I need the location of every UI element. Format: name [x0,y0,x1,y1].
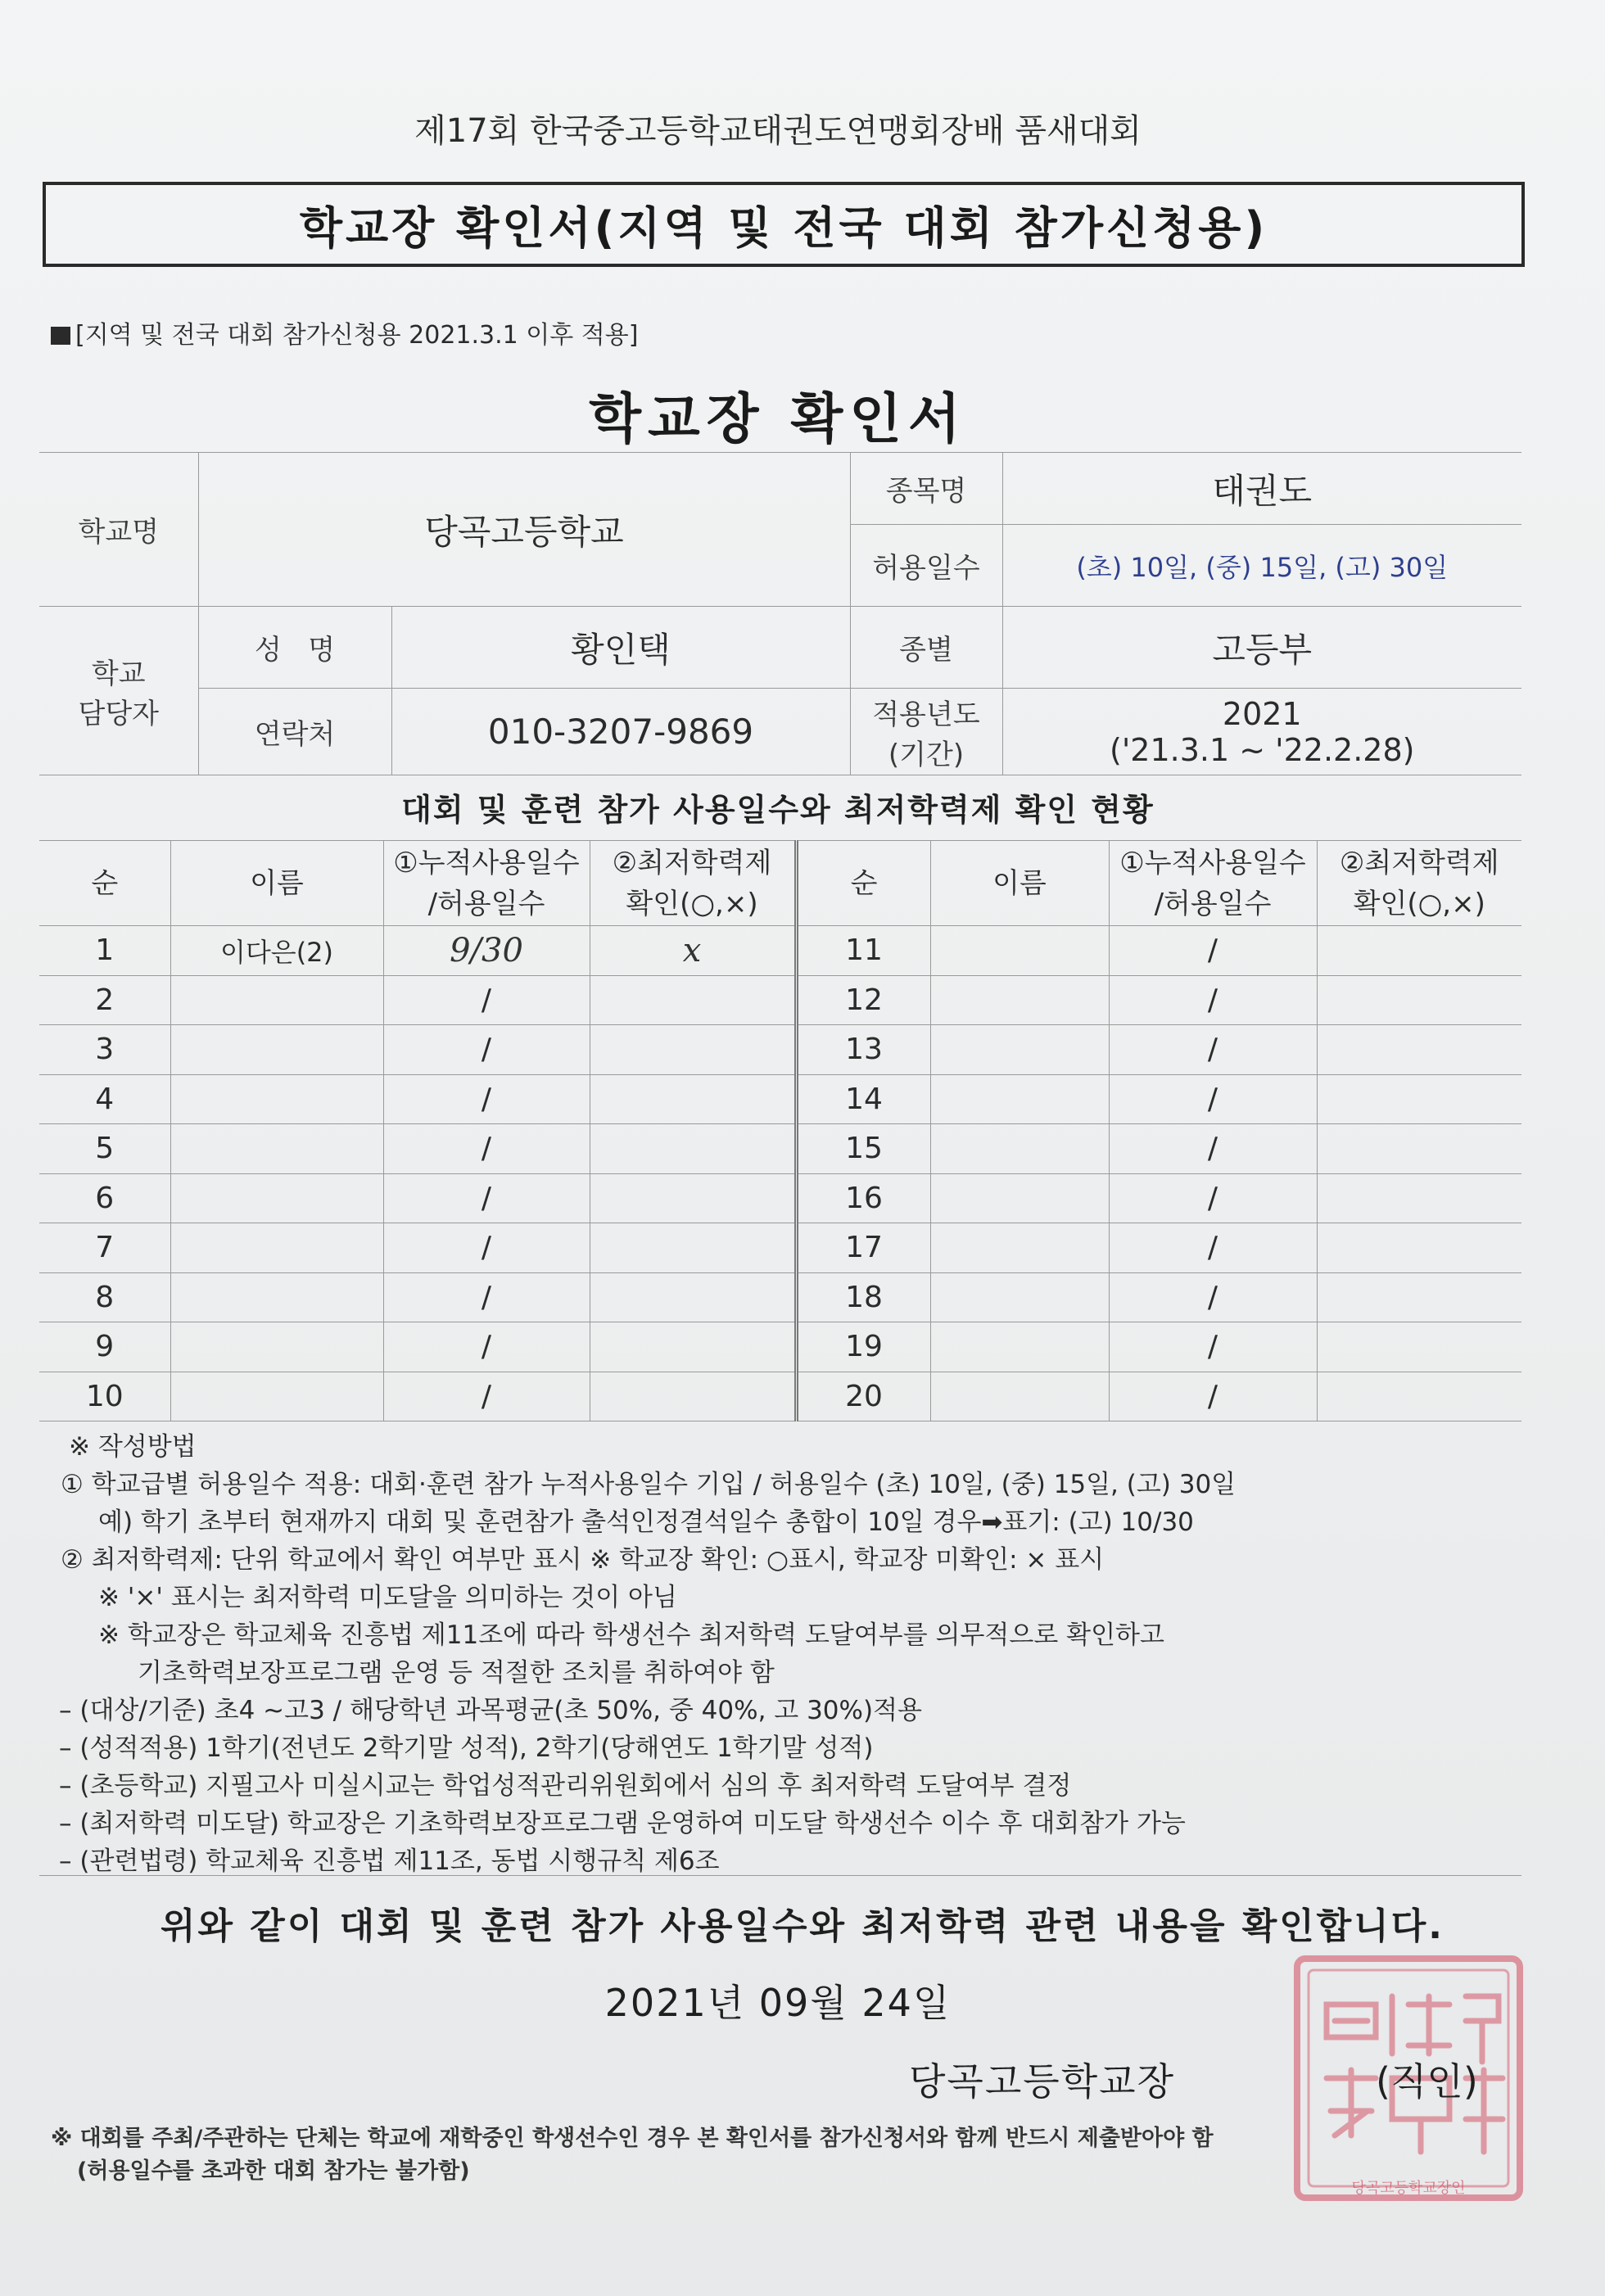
row-days: / [383,1223,590,1273]
row-number: 2 [39,975,170,1025]
name-value: 황인택 [391,607,850,689]
notice-line [51,314,638,350]
row-name [930,1322,1109,1372]
notice-text: [지역 및 전국 대회 참가신청용 2021.3.1 이후 적용] [75,321,639,350]
row-days: / [383,1074,590,1124]
col-days-line2-right: /허용일수 [1154,887,1272,920]
footer-line-1: ※ 대회를 주최/주관하는 단체는 학교에 재학중인 학생선수인 경우 본 확인서를 참가신청서와 함께 반드시 제출받아야 함 [51,2126,1214,2151]
row-number: 3 [39,1025,170,1075]
row-check: x [590,926,796,976]
division-value: 고등부 [1002,607,1521,689]
issue-date: 2021년 09월 24일 [604,1981,952,2025]
row-check [1317,1124,1521,1174]
row-number: 1 [39,926,170,976]
row-days: / [1109,1372,1317,1421]
confirm-statement: 위와 같이 대회 및 훈련 참가 사용일수와 최저학력 관련 내용을 확인합니다. [160,1905,1444,1947]
row-days: / [1109,975,1317,1025]
manager-label-line2: 담당자 [78,697,160,730]
row-name [930,1025,1109,1075]
row-check [590,1074,796,1124]
row-check [590,1025,796,1075]
school-label: 학교명 [39,453,198,607]
row-days: / [1109,1025,1317,1075]
row-name [930,926,1109,976]
row-number: 11 [796,926,930,976]
method-line: 기초학력보장프로그램 운영 등 적절한 조치를 취하여야 함 [138,1658,775,1688]
row-number: 18 [796,1272,930,1322]
contact-label: 연락처 [198,689,391,775]
row-check [590,1272,796,1322]
row-days: / [383,1173,590,1223]
year-value [1002,689,1521,775]
col-name-header-right: 이름 [930,841,1109,926]
row-number: 15 [796,1124,930,1174]
row-name [930,975,1109,1025]
method-line: 예) 학기 초부터 현재까지 대회 및 훈련참가 출석인정결석일수 총합이 10일 경우➡표기: (고) 10/30 [98,1507,1194,1537]
row-days: / [383,1124,590,1174]
manager-label-line1: 학교 [91,657,146,690]
row-number: 17 [796,1223,930,1273]
row-name [170,1124,383,1174]
row-days: / [1109,1223,1317,1273]
method-section [49,1428,1539,1880]
row-name [930,1074,1109,1124]
row-name [170,975,383,1025]
row-number: 5 [39,1124,170,1174]
row-check [1317,1372,1521,1421]
col-check-line1: ②최저학력제 [612,846,772,879]
year-value-line2: ('21.3.1 ~ '22.2.28) [1110,731,1415,768]
table-row [39,1372,1521,1421]
method-line: – (초등학교) 지필고사 미실시교는 학업성적관리위원회에서 심의 후 최저학력 도달여부 결정 [59,1771,1072,1801]
row-days: / [383,1372,590,1421]
principal-name: 당곡고등학교장 [909,2059,1176,2104]
method-line: – (대상/기준) 초4 ~고3 / 해당학년 과목평균(초 50%, 중 40%, 고 30%)적용 [59,1696,922,1725]
manager-label [39,607,198,775]
method-line: ② 최저학력제: 단위 학교에서 확인 여부만 표시 ※ 학교장 확인: ○표시, 학교장 미확인: × 표시 [61,1545,1105,1575]
event-value: 태권도 [1002,453,1521,525]
row-check [1317,1173,1521,1223]
table-row [39,926,1521,976]
event-title: 제17회 한국중고등학교태권도연맹회장배 품새대회 [414,112,1142,150]
col-name-header: 이름 [170,841,383,926]
row-check [1317,1074,1521,1124]
col-check-header-right [1317,841,1521,926]
col-no-header: 순 [39,841,170,926]
row-name [930,1173,1109,1223]
row-check [590,1173,796,1223]
row-check [590,1223,796,1273]
row-name [930,1223,1109,1273]
school-value: 당곡고등학교 [198,453,850,607]
section-title: 대회 및 훈련 참가 사용일수와 최저학력제 확인 현황 [401,792,1155,828]
boxed-title: 학교장 확인서(지역 및 전국 대회 참가신청용) [43,182,1525,267]
row-name [930,1372,1109,1421]
row-days: / [1109,1272,1317,1322]
square-bullet-icon [51,327,70,345]
method-line: – (최저학력 미도달) 학교장은 기초학력보장프로그램 운영하여 미도달 학생선수 이수 후 대회참가 가능 [59,1809,1186,1838]
row-name [170,1372,383,1421]
table-row [39,1124,1521,1174]
days-value: (초) 10일, (중) 15일, (고) 30일 [1002,525,1521,607]
row-check [1317,1223,1521,1273]
name-label: 성 명 [198,607,391,689]
year-label-line2: (기간) [888,738,965,771]
row-name [170,1074,383,1124]
col-days-header [383,841,590,926]
table-row [39,1025,1521,1075]
row-number: 9 [39,1322,170,1372]
row-days: / [383,1025,590,1075]
seal-text: 당곡고등학교장인 [1351,2180,1466,2197]
table-row [39,1322,1521,1372]
row-days: / [1109,1173,1317,1223]
year-value-line1: 2021 [1222,695,1302,732]
row-number: 13 [796,1025,930,1075]
days-label: 허용일수 [850,525,1002,607]
method-line: – (관련법령) 학교체육 진흥법 제11조, 동법 시행규칙 제6조 [59,1846,720,1876]
row-name [170,1272,383,1322]
col-check-line2: 확인(○,×) [626,887,758,920]
contact-value: 010-3207-9869 [391,689,850,775]
col-check-header [590,841,796,926]
footer-line-2: (허용일수를 초과한 대회 참가는 불가함) [77,2158,470,2184]
table-row [39,1272,1521,1322]
event-label: 종목명 [850,453,1002,525]
divider [39,1875,1521,1876]
col-days-line2: /허용일수 [427,887,545,920]
col-check-line1-right: ②최저학력제 [1339,846,1499,879]
table-row [39,975,1521,1025]
row-number: 6 [39,1173,170,1223]
row-days: / [1109,1124,1317,1174]
footer-note [51,2122,1541,2188]
main-title: 학교장 확인서 [589,387,967,450]
info-table [39,452,1521,775]
row-days: / [1109,1074,1317,1124]
usage-table [39,840,1521,1421]
usage-table-body [39,926,1521,1421]
row-check [590,1322,796,1372]
row-number: 4 [39,1074,170,1124]
row-days: / [383,1322,590,1372]
method-line: ① 학교급별 허용일수 적용: 대회·훈련 참가 누적사용일수 기입 / 허용일수 (초) 10일, (중) 15일, (고) 30일 [61,1470,1237,1499]
row-days: / [383,1272,590,1322]
method-line: ※ 학교장은 학교체육 진흥법 제11조에 따라 학생선수 최저학력 도달여부를 의무적으로 확인하고 [98,1620,1164,1650]
row-number: 20 [796,1372,930,1421]
year-label [850,689,1002,775]
method-line: ※ '×' 표시는 최저학력 미도달을 의미하는 것이 아님 [98,1583,677,1612]
table-row [39,1173,1521,1223]
row-check [1317,975,1521,1025]
method-title: ※ 작성방법 [69,1432,197,1462]
row-check [1317,1322,1521,1372]
row-number: 19 [796,1322,930,1372]
row-check [590,975,796,1025]
col-days-line1-right: ①누적사용일수 [1119,846,1306,879]
row-name [170,1173,383,1223]
row-days: / [1109,926,1317,976]
method-line: – (성적적용) 1학기(전년도 2학기말 성적), 2학기(당해연도 1학기말 성적) [59,1733,874,1763]
division-label: 종별 [850,607,1002,689]
col-check-line2-right: 확인(○,×) [1353,887,1485,920]
col-no-header-right: 순 [796,841,930,926]
row-name: 이다은(2) [170,926,383,976]
row-number: 10 [39,1372,170,1421]
row-number: 7 [39,1223,170,1273]
row-check [590,1124,796,1174]
seal-label: (직인) [1376,2059,1478,2104]
col-days-line1: ①누적사용일수 [393,846,580,879]
row-check [1317,1025,1521,1075]
row-number: 14 [796,1074,930,1124]
row-days: 9/30 [383,926,590,976]
row-name [170,1223,383,1273]
row-check [1317,1272,1521,1322]
row-number: 16 [796,1173,930,1223]
row-number: 8 [39,1272,170,1322]
year-label-line1: 적용년도 [872,698,980,731]
row-name [930,1124,1109,1174]
row-check [590,1372,796,1421]
row-days: / [383,975,590,1025]
row-number: 12 [796,975,930,1025]
row-check [1317,926,1521,976]
table-row [39,1223,1521,1273]
row-days: / [1109,1322,1317,1372]
row-name [170,1322,383,1372]
row-name [930,1272,1109,1322]
table-row [39,1074,1521,1124]
row-name [170,1025,383,1075]
col-days-header-right [1109,841,1317,926]
